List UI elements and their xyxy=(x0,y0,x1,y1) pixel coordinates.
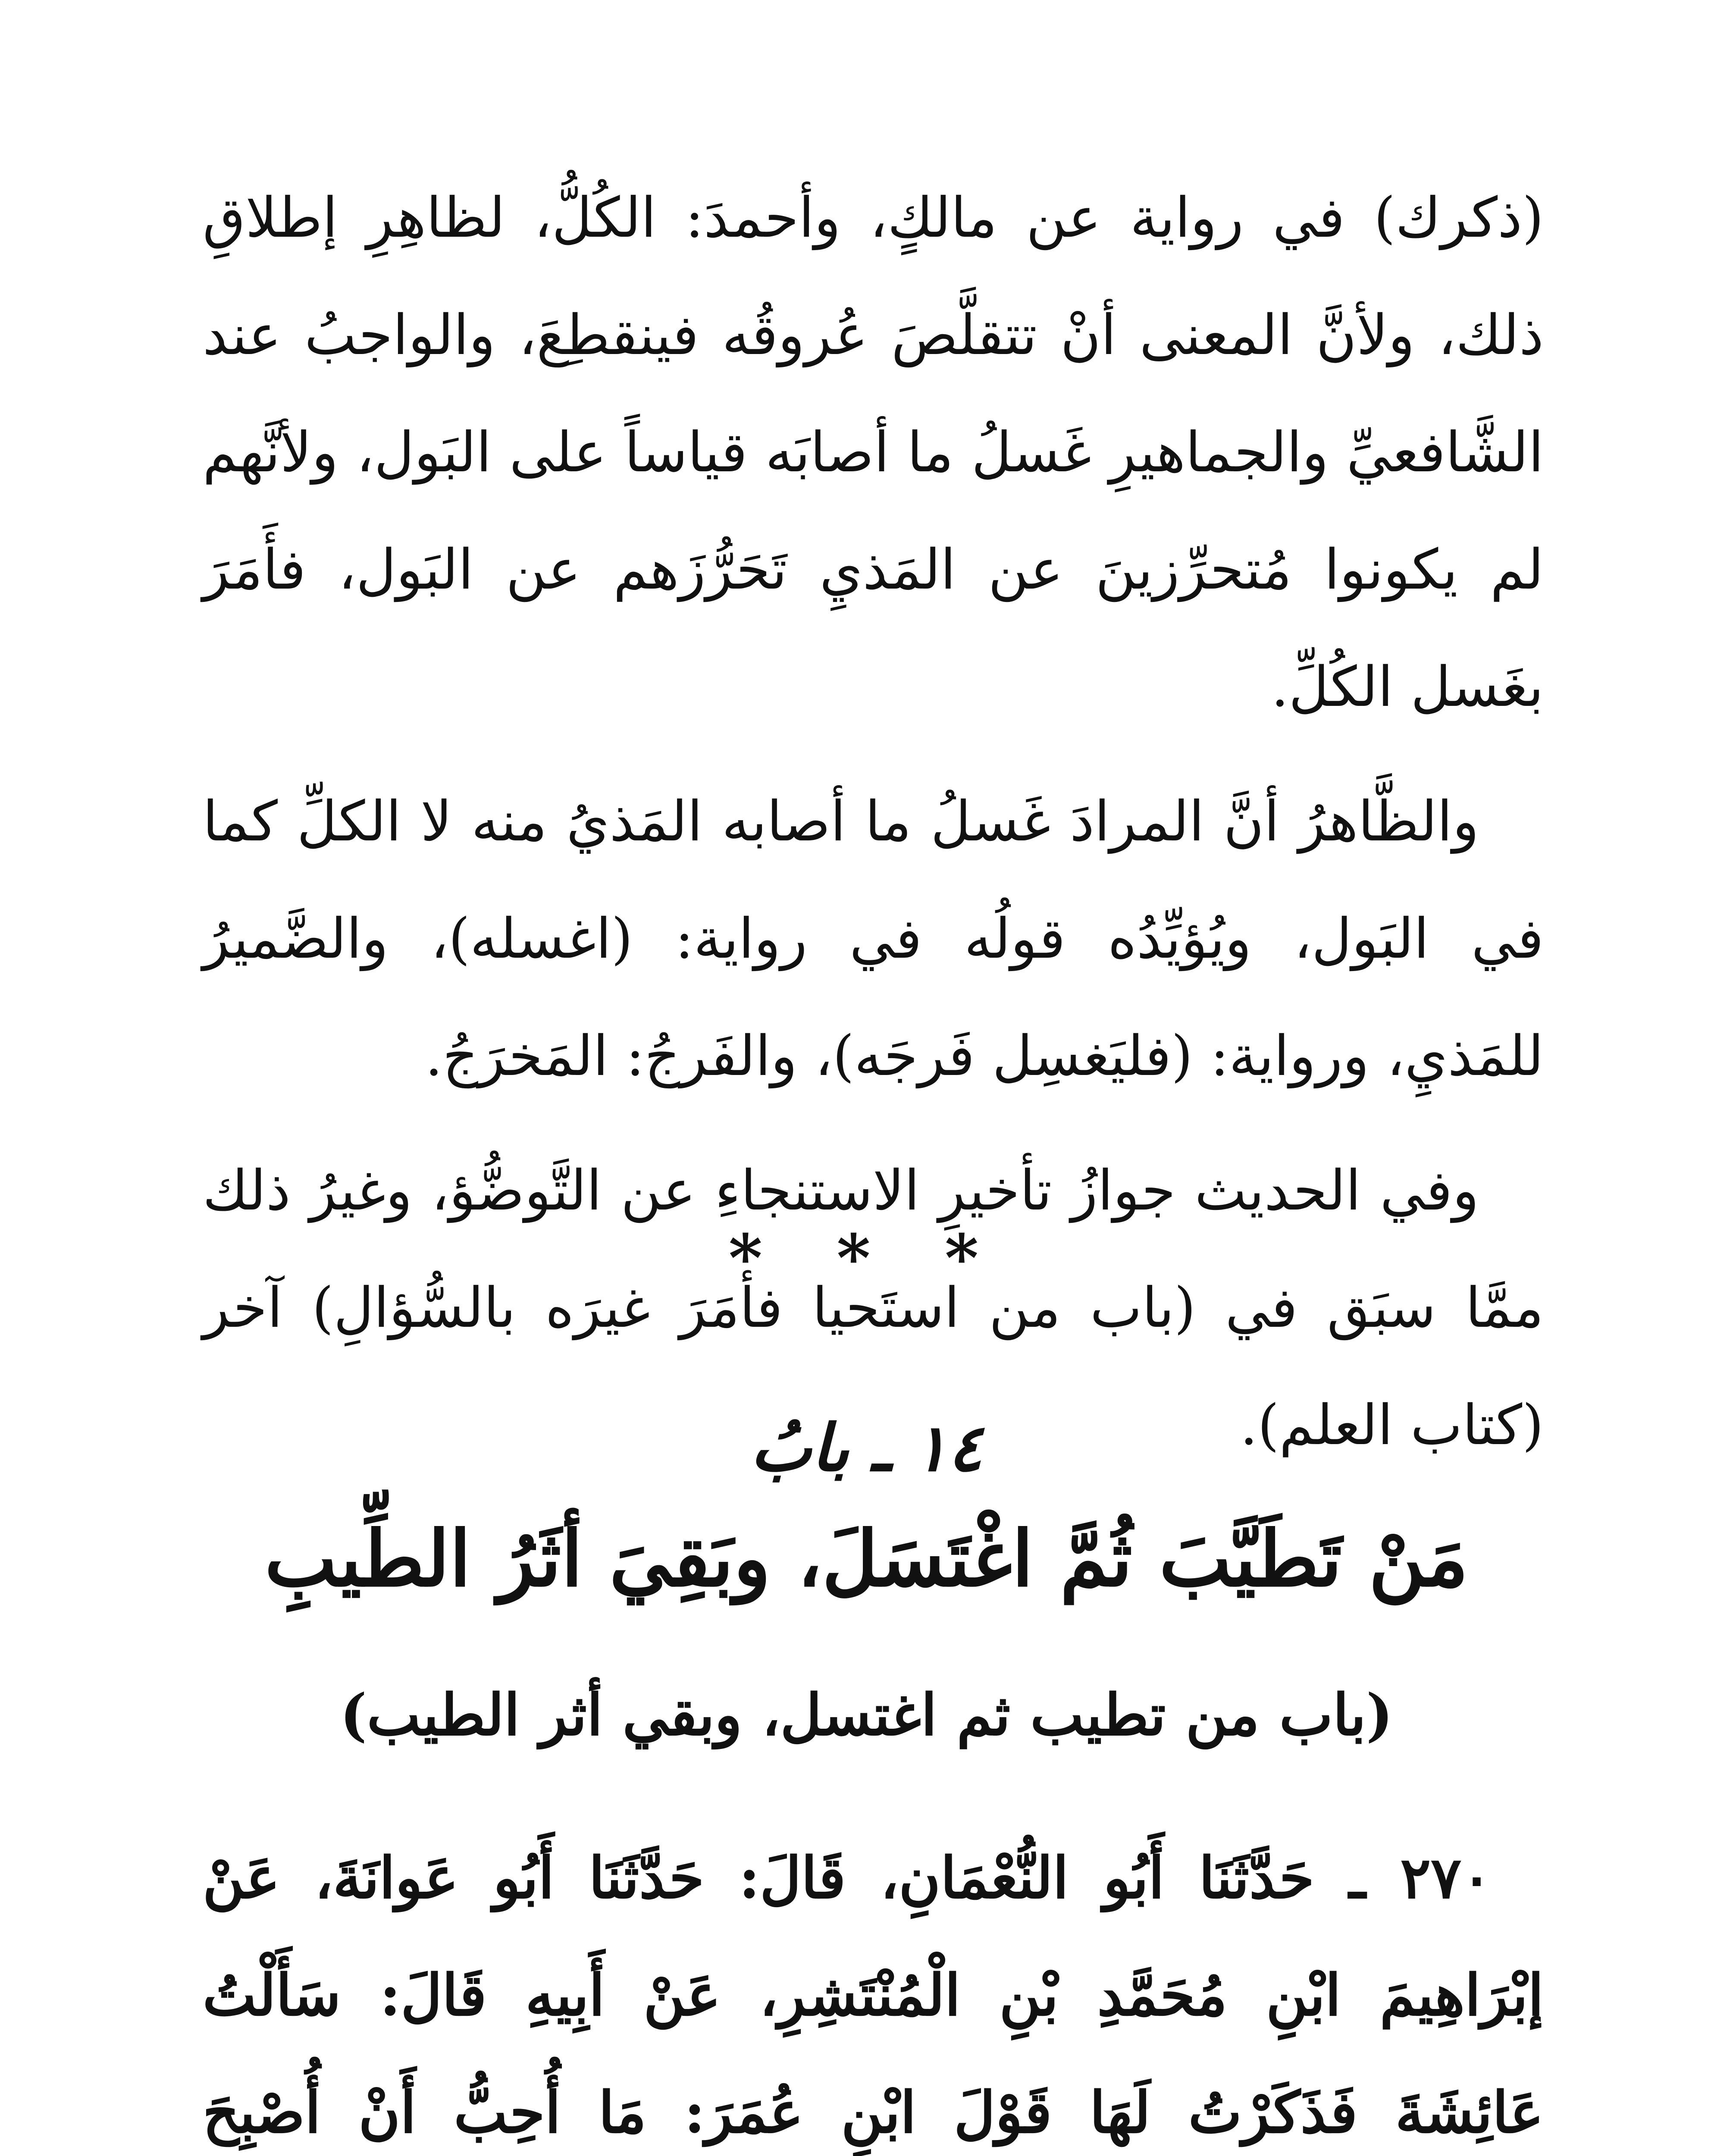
chapter-title: مَنْ تَطَيَّبَ ثُمَّ اغْتَسَلَ، وبَقِيَ أثَرُ الطِّيبِ xyxy=(264,1514,1469,1604)
commentary-paragraph: وفي الحديث جوازُ تأخيرِ الاستنجاءِ عن التَّوضُّؤ، وغيرُ ذلك ممَّا سبَق في (باب من استَحيا فأمَرَ غيرَه بالسُّؤالِ) آخر (كتاب العلم). xyxy=(203,1159,1544,1457)
hadith-text: ٢٧٠ ـ حَدَّثَنَا أَبُو النُّعْمَانِ، قَالَ: حَدَّثَنَا أَبُو عَوانَةَ، عَنْ إبْرَاهِيمَ ابْنِ مُحَمَّدِ بْنِ الْمُنْتَشِرِ، عَنْ أَبِيهِ قَالَ: سَأَلْتُ عَائِشَةَ فَذَكَرْتُ لَهَا قَوْلَ ابْنِ عُمَرَ: مَا أُحِبُّ أَنْ أُصْبِحَ xyxy=(203,1845,1544,2146)
chapter-number: ١٤ ـ بابُ xyxy=(750,1410,983,1486)
commentary-paragraph: (ذكرك) في رواية عن مالكٍ، وأحمدَ: الكُلُّ، لظاهِرِ إطلاقِ ذلك، ولأنَّ المعنى أنْ تتقلَّصَ عُروقُه فينقطِعَ، والواجبُ عند الشَّافعيِّ والجماهيرِ غَسلُ ما أصابَه قياساً على البَول، ولأنَّهم لم يكونوا مُتحرِّزينَ عن المَذيِ تَحَرُّزَهم عن البَول، فأَمَرَ بغَسل الكُلِّ. xyxy=(203,186,1544,719)
section-separator: * * * xyxy=(728,1220,1005,1296)
commentary-paragraph: والظَّاهرُ أنَّ المرادَ غَسلُ ما أصابه المَذيُ منه لا الكلِّ كما في البَول، ويُؤيِّدُه قولُه في رواية: (اغسله)، والضَّميرُ للمَذيِ، ورواية: (فليَغسِل فَرجَه)، والفَرجُ: المَخرَجُ. xyxy=(203,790,1544,1088)
chapter-subtitle: (باب من تطيب ثم اغتسل، وبقي أثر الطيب) xyxy=(340,1682,1393,1749)
